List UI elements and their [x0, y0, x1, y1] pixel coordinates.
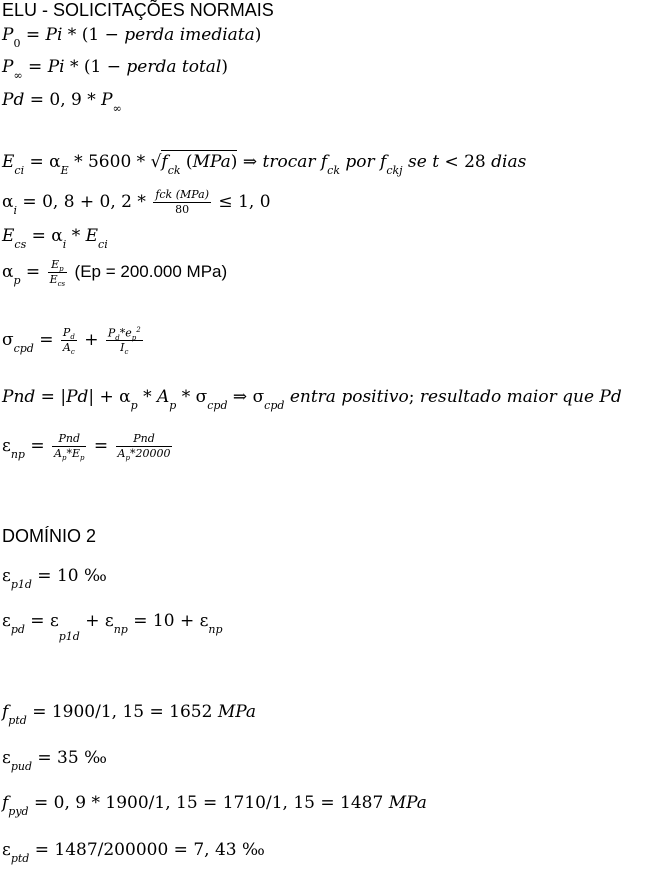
formula-eps-pd: $\varepsilon_{pd} = \varepsilon_{p1d} + \varepsilon_{np} = 10 + \varepsilon_{np}$	[2, 611, 223, 643]
formula-pnd: Pnd = $|Pd| + \alpha_p * A_p * \sigma_{cpd}$ ⇒ $\sigma_{cpd}$ entra positivo; resultado maior que Pd	[2, 387, 622, 412]
formula-eps-pud: $\varepsilon_{pud} = 35$ ‰	[2, 748, 107, 773]
formula-p0: $P_0 = Pi * (1$ − perda imediata)	[2, 25, 262, 50]
formula-eps-p1d: $\varepsilon_{p1d} = 10$ ‰	[2, 566, 107, 591]
formula-eci: $E_{ci} = \alpha_E * 5600 * √f_{ck}$ (MPa) ⇒ trocar $f_{ck}$ por $f_{ckj}$ se t < 28 dias	[2, 152, 527, 177]
formula-p-infinity: $P_\infty = Pi * (1$ − perda total)	[2, 57, 228, 82]
formula-eps-ptd: $\varepsilon_{ptd} = 1487/200000 = 7$, 43 ‰	[2, 840, 265, 865]
section-heading-elu: ELU - SOLICITAÇÕES NORMAIS	[2, 0, 274, 20]
section-heading-dominio: DOMÍNIO 2	[2, 526, 97, 546]
formula-eps-np: $\varepsilon_{np}$ = $\frac{\text{Pnd}}{A_p*E_p}$ = $\frac{\text{Pnd}}{A_p*20000}$	[2, 432, 171, 462]
formula-pd: Pd = 0, $9 * P_\infty$	[2, 90, 122, 115]
formula-alpha-p: $\alpha_p$ = $\frac{E_p}{E_{cs}}$ (Ep = 200.000 MPa)	[2, 258, 228, 288]
ep-note: (Ep = 200.000 MPa)	[74, 261, 228, 281]
formula-ecs: $E_{cs} = \alpha_i * E_{ci}$	[2, 226, 108, 251]
formula-fptd: $f_{ptd} = 1900/1$, 15 = 1652 MPa	[2, 702, 257, 727]
formula-alpha-i: $\alpha_i = 0$, 8 + 0, 2 * $\frac{\text{fck (MPa)}}{80}$ ≤ 1, 0	[2, 188, 271, 217]
formula-sigma-cpd: $\sigma_{cpd}$ = $\frac{P_d}{A_c}$ + $\frac{P_d*e_p^2}{I_c}$	[2, 326, 141, 357]
formula-fpyd: $f_{pyd} = 0$, 9 * 1900/1, 15 = 1710/1, 15 = 1487 MPa	[2, 793, 427, 818]
